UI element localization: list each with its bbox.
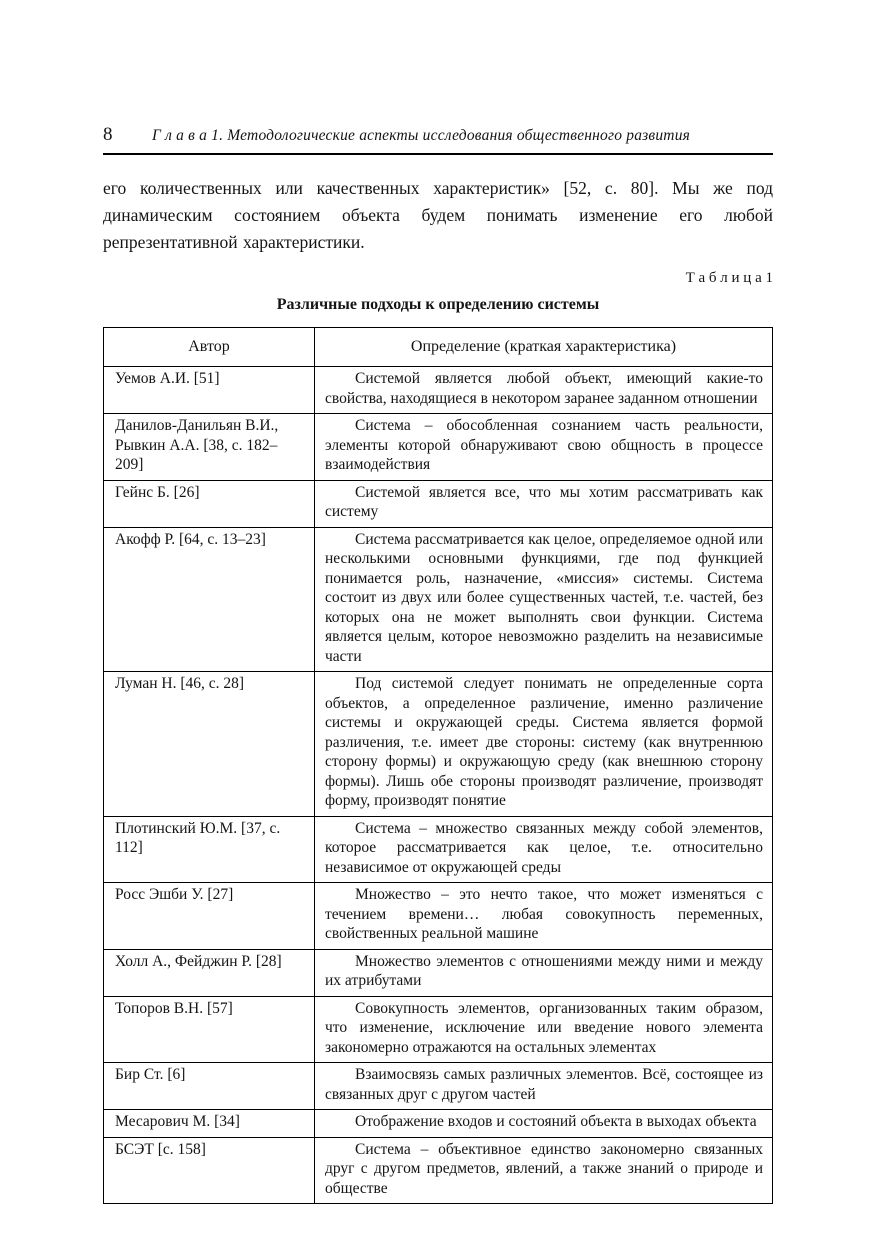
definitions-table	[103, 327, 773, 1204]
definition-cell: Системой является любой объект, имеющий какие-то свойства, находящиеся в некотором заранее заданном отношении	[315, 367, 773, 414]
running-title: Г л а в а 1. Методологические аспекты исследования общественного развития	[152, 127, 691, 144]
author-cell: Гейнс Б. [26]	[104, 480, 315, 527]
author-cell: Акофф Р. [64, с. 13–23]	[104, 527, 315, 672]
author-cell: Плотинский Ю.М. [37, с. 112]	[104, 816, 315, 883]
definition-cell: Системой является все, что мы хотим рассматривать как систему	[315, 480, 773, 527]
definition-cell: Система рассматривается как целое, определяемое одной или несколькими основными функциями, где под функцией понимается роль, назначение, «миссия» системы. Система состоит из двух или более существенных частей, т.е. частей, без которых она не может выполнять свои функции. Система является целым, которое невозможно разделить на независимые части	[315, 527, 773, 672]
definition-column-header: Определение (краткая характеристика)	[315, 328, 773, 367]
author-cell: Бир Ст. [6]	[104, 1063, 315, 1110]
table-row	[104, 672, 773, 817]
table-row	[104, 527, 773, 672]
definition-cell: Взаимосвязь самых различных элементов. Всё, состоящее из связанных друг с другом частей	[315, 1063, 773, 1110]
author-cell: Холл А., Фейджин Р. [28]	[104, 949, 315, 996]
table-header-row	[104, 328, 773, 367]
author-cell: Росс Эшби У. [27]	[104, 883, 315, 950]
table-title: Различные подходы к определению системы	[276, 296, 600, 313]
definition-cell: Система – обособленная сознанием часть реальности, элементы которой обнаруживают свою общность в процессе взаимодействия	[315, 414, 773, 481]
definition-cell: Система – множество связанных между собой элементов, которое рассматривается как целое, т.е. относительно независимое от окружающей среды	[315, 816, 773, 883]
definition-cell: Отображение входов и состояний объекта в выходах объекта	[315, 1110, 773, 1138]
author-cell: Месарович М. [34]	[104, 1110, 315, 1138]
table-row	[104, 996, 773, 1063]
author-cell: БСЭТ [с. 158]	[104, 1137, 315, 1204]
definition-cell: Под системой следует понимать не определенные сорта объектов, а определенное различение, именно различение системы и окружающей среды. Система является формой различения, т.е. имеет две стороны: систему (как внутреннюю сторону формы) и окружающую среду (как внешнюю сторону формы). Лишь обе стороны производят различение, производят форму, производят понятие	[315, 672, 773, 817]
table-row	[104, 883, 773, 950]
table-row	[104, 816, 773, 883]
table-row	[104, 480, 773, 527]
author-cell: Данилов-Данильян В.И., Рывкин А.А. [38, с. 182–209]	[104, 414, 315, 481]
page-content	[103, 124, 773, 1204]
definition-cell: Множество – это нечто такое, что может изменяться с течением времени… любая совокупность переменных, свойственных реальной машине	[315, 883, 773, 950]
definition-cell: Система – объективное единство закономерно связанных друг с другом предметов, явлений, а также знаний о природе и обществе	[315, 1137, 773, 1204]
author-column-header: Автор	[104, 328, 315, 367]
author-cell: Уемов А.И. [51]	[104, 367, 315, 414]
author-cell: Луман Н. [46, с. 28]	[104, 672, 315, 817]
table-row	[104, 1137, 773, 1204]
page-number: 8	[103, 124, 113, 145]
body-paragraph: его количественных или качественных характеристик» [52, с. 80]. Мы же под динамическим состоянием объекта будем понимать изменение его любой репрезентативной характеристики.	[103, 178, 773, 252]
table-body	[104, 367, 773, 1204]
definition-cell: Совокупность элементов, организованных таким образом, что изменение, исключение или введение нового элемента закономерно отражаются на остальных элементах	[315, 996, 773, 1063]
definition-cell: Множество элементов с отношениями между ними и между их атрибутами	[315, 949, 773, 996]
author-cell: Топоров В.Н. [57]	[104, 996, 315, 1063]
table-row	[104, 1110, 773, 1138]
table-row	[104, 414, 773, 481]
table-row	[104, 1063, 773, 1110]
table-label: Т а б л и ц а 1	[685, 270, 773, 286]
table-row	[104, 949, 773, 996]
page-header	[103, 124, 773, 155]
table-row	[104, 367, 773, 414]
